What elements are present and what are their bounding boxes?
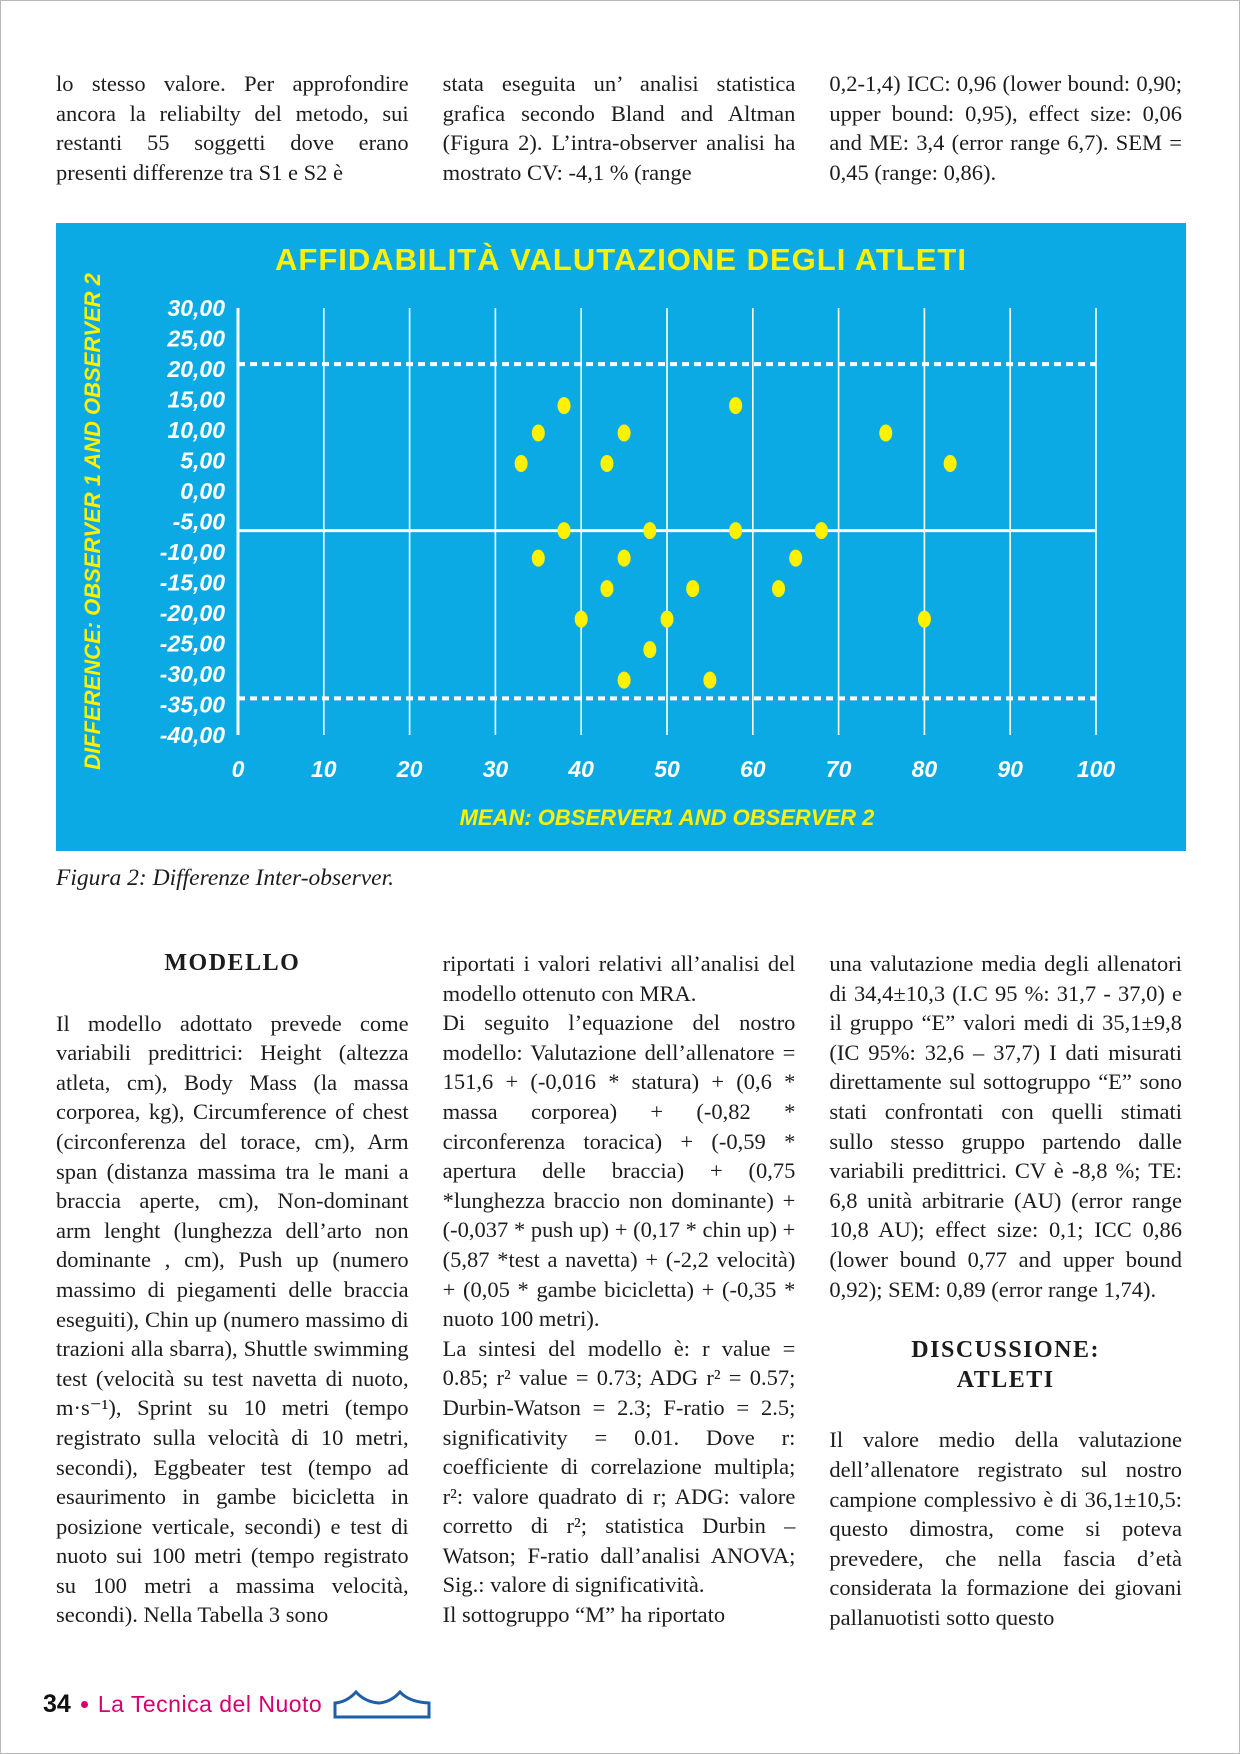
data-point [879,425,892,442]
data-point [558,522,571,539]
magazine-name: La Tecnica del Nuoto [97,1690,323,1717]
figure2-bland-altman-chart [56,223,1186,851]
wave-logo-path [335,1692,429,1717]
y-tick-label: 15,00 [167,386,225,413]
heading-atleti: ATLETI [956,1366,1055,1393]
chart-title: AFFIDABILITÀ VALUTAZIONE DEGLI ATLETI [275,242,967,277]
data-point [618,550,631,567]
x-tick-label: 100 [1076,756,1116,782]
body-column-3 [829,949,1182,1632]
col2-paragraph-4: Il sottogruppo “M” ha riportato [442,1602,726,1628]
data-point [686,580,699,597]
y-tick-label: 5,00 [180,447,225,474]
y-tick-label: -30,00 [159,661,225,687]
col3-paragraph-2: Il valore medio della valutazione dell’allenatore registrato sul nostro campione complessivo è di 36,1±10,5: questo dimostra, come si poteva prevedere, che nella fascia d’età considerata la formazione dei giovani pallanuotisti sotto questo [829,1427,1182,1630]
col2-paragraph-3: La sintesi del modello è: r value = 0.85; r² value = 0.73; ADG r² = 0.57; Durbin-Watson = 2.3; F-ratio = 2.5; significativity = 0.01. Dove r: coefficiente di correlazione multipla; r²: valore quadrato di r; ADG: valore corretto di r²; statistica Durbin – Watson; F-ratio dall’analisi ANOVA; Sig.: valore di significatività. [442,1335,796,1598]
x-tick-label: 40 [568,756,594,782]
x-tick-label: 30 [482,756,509,782]
body-text-columns [56,949,1182,1632]
heading-modello: MODELLO [164,950,301,976]
x-tick-label: 50 [654,756,680,782]
data-point [618,672,631,689]
data-point [600,580,613,597]
x-axis-title: MEAN: OBSERVER1 AND OBSERVER 2 [459,805,875,830]
data-point [515,455,528,472]
data-point [789,550,802,567]
data-point [703,672,716,689]
col2-paragraph-2: Di seguito l’equazione del nostro modello: Valutazione dell’allenatore = 151,6 + (-0,016 * statura) + (0,6 * massa corporea) + (-0,82 * circonferenza toracica) + (-0,59 * apertura delle braccia) + (0,75 *lunghezza braccio non dominante) + (-0,037 * push up) + (0,17 * chin up) + (5,87 *test a navetta) + (-2,2 velocità) + (0,05 * gambe bicicletta) + (-0,35 * nuoto 100 metri). [442,1010,796,1332]
top-column-2: stata eseguita un’ analisi statistica grafica secondo Bland and Altman (Figura 2). L’intra-observer analisi ha mostrato CV: -4,1 % (range [442,71,796,185]
x-tick-label: 0 [231,756,245,782]
y-tick-label: 30,00 [167,295,225,321]
page-number: 34 [43,1689,71,1718]
data-point [600,455,613,472]
y-tick-label: 10,00 [167,417,225,443]
data-point [532,425,545,442]
data-point [643,641,656,658]
y-tick-label: 0,00 [180,478,225,504]
x-tick-label: 90 [997,756,1023,782]
col2-paragraph-1: riportati i valori relativi all’analisi del modello ottenuto con MRA. [442,951,796,1006]
data-point [815,522,828,539]
top-text-columns [56,69,1182,187]
data-point [643,522,656,539]
figure-caption: Figura 2: Differenze Inter-observer. [56,865,395,891]
data-point [532,550,545,567]
y-tick-label: -5,00 [172,508,225,535]
col3-paragraph-1: una valutazione media degli allenatori di 34,4±10,3 (I.C 95 %: 31,7 - 37,0) e il gruppo “E” valori medi di 35,1±9,8 (IC 95%: 32,6 – 37,7) I dati misurati direttamente sul sottogruppo “E” sono stati confrontati con quelli stimati sullo stesso gruppo partendo dalle variabili predittrici. CV è -8,8 %; TE: 6,8 unità arbitrarie (AU) (error range 10,8 AU); effect size: 0,1; ICC 0,86 (lower bound 0,77 and upper bound 0,92); SEM: 0,89 (error range 1,74). [829,951,1182,1302]
x-tick-label: 20 [396,756,423,782]
y-tick-label: -15,00 [159,569,225,596]
top-column-3: 0,2-1,4) ICC: 0,96 (lower bound: 0,90; upper bound: 0,95), effect size: 0,06 and ME: 3,4 (error range 6,7). SEM = 0,45 (range: 0,86). [829,71,1182,185]
data-point [918,611,931,628]
x-tick-label: 10 [311,756,337,782]
data-point [618,425,631,442]
x-tick-label: 80 [911,756,938,782]
modello-paragraph: Il modello adottato prevede come variabili predittrici: Height (altezza atleta, cm), Body Mass (la massa corporea, kg), Circumference of chest (circonferenza del torace, cm), Arm span (distanza massima tra le mani a braccia aperte, cm), Non-dominant arm lenght (lunghezza dell’arto non dominante , cm), Push up (numero massimo di piegamenti delle braccia eseguiti), Chin up (numero massimo di trazioni alla sbarra), Shuttle swimming test (velocità su test navetta di nuoto, m·s⁻¹), Sprint su 10 metri (tempo registrato sulla velocità di 10 metri, secondi), Eggbeater test (tempo ad esaurimento in gambe bicicletta in posizione verticale, secondi) e test di nuoto sui 100 metri (tempo registrato su 100 metri a massima velocità, secondi). Nella Tabella 3 sono [56,1010,409,1628]
y-tick-label: 20,00 [167,356,225,382]
y-tick-label: -40,00 [159,722,225,748]
wave-logo-icon [332,1687,432,1721]
y-tick-label: -20,00 [159,600,225,626]
data-point [729,397,742,414]
data-point [729,522,742,539]
body-column-1 [56,949,409,1632]
y-tick-label: -25,00 [159,630,225,657]
data-point [944,455,957,472]
x-tick-label: 70 [825,756,852,782]
x-tick-label: 60 [740,756,766,782]
figure2-chart-svg [56,223,1186,851]
y-axis-title: DIFFERENCE: OBSERVER 1 AND OBSERVER 2 [80,273,105,770]
data-point [575,611,588,628]
top-column-1: lo stesso valore. Per approfondire ancora la reliabilty del metodo, sui restanti 55 soggetti dove erano presenti differenze tra S1 e S2 è [56,71,409,185]
data-point [772,580,785,597]
heading-discussione: DISCUSSIONE: [911,1337,1101,1364]
y-tick-label: -35,00 [159,691,225,718]
y-tick-label: -10,00 [159,539,225,565]
page-footer [43,1687,432,1721]
y-tick-label: 25,00 [167,325,225,352]
footer-bullet-icon [81,1701,88,1708]
data-point [558,397,571,414]
body-column-2 [443,949,796,1632]
data-point [661,611,674,628]
